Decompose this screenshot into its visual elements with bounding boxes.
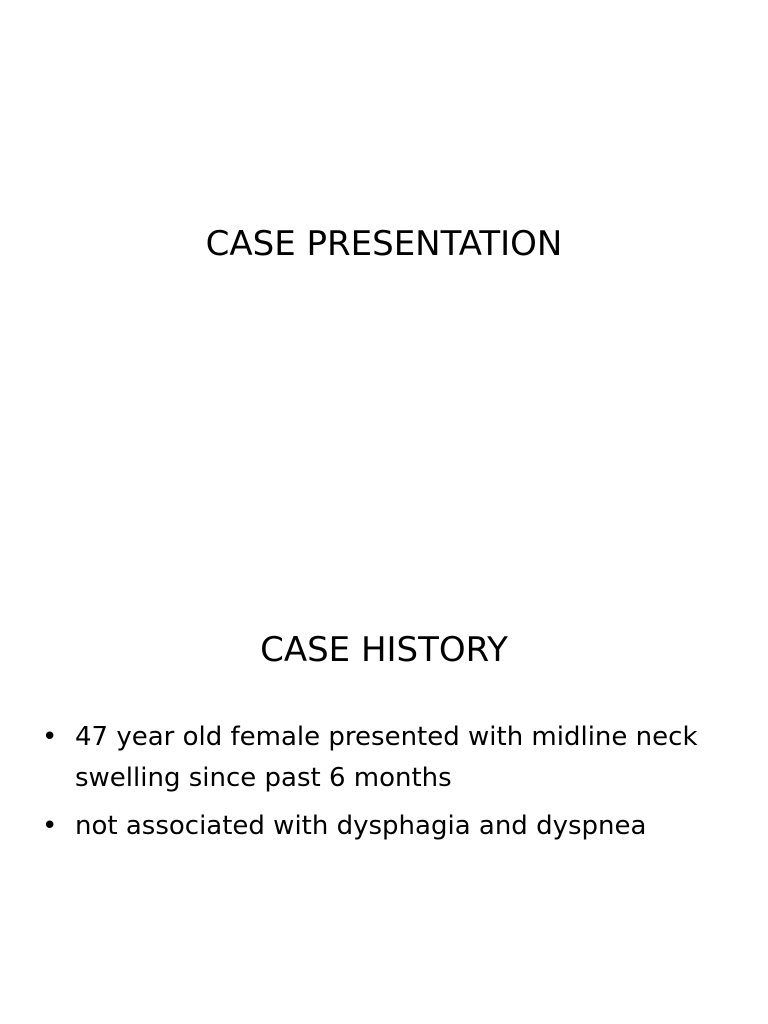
- bullet-dot-icon: •: [42, 811, 58, 841]
- bullet-item: [42, 806, 742, 847]
- bullet-item: [42, 717, 742, 799]
- bullet-text: 47 year old female presented with midline neck swelling since past 6 months: [75, 722, 698, 793]
- bullet-text: not associated with dysphagia and dyspnea: [75, 811, 647, 841]
- case-history-bullet-list: [42, 717, 742, 854]
- bullet-dot-icon: •: [42, 722, 58, 752]
- slide-1-title: CASE PRESENTATION: [205, 224, 563, 264]
- slide-2-title: CASE HISTORY: [260, 630, 508, 670]
